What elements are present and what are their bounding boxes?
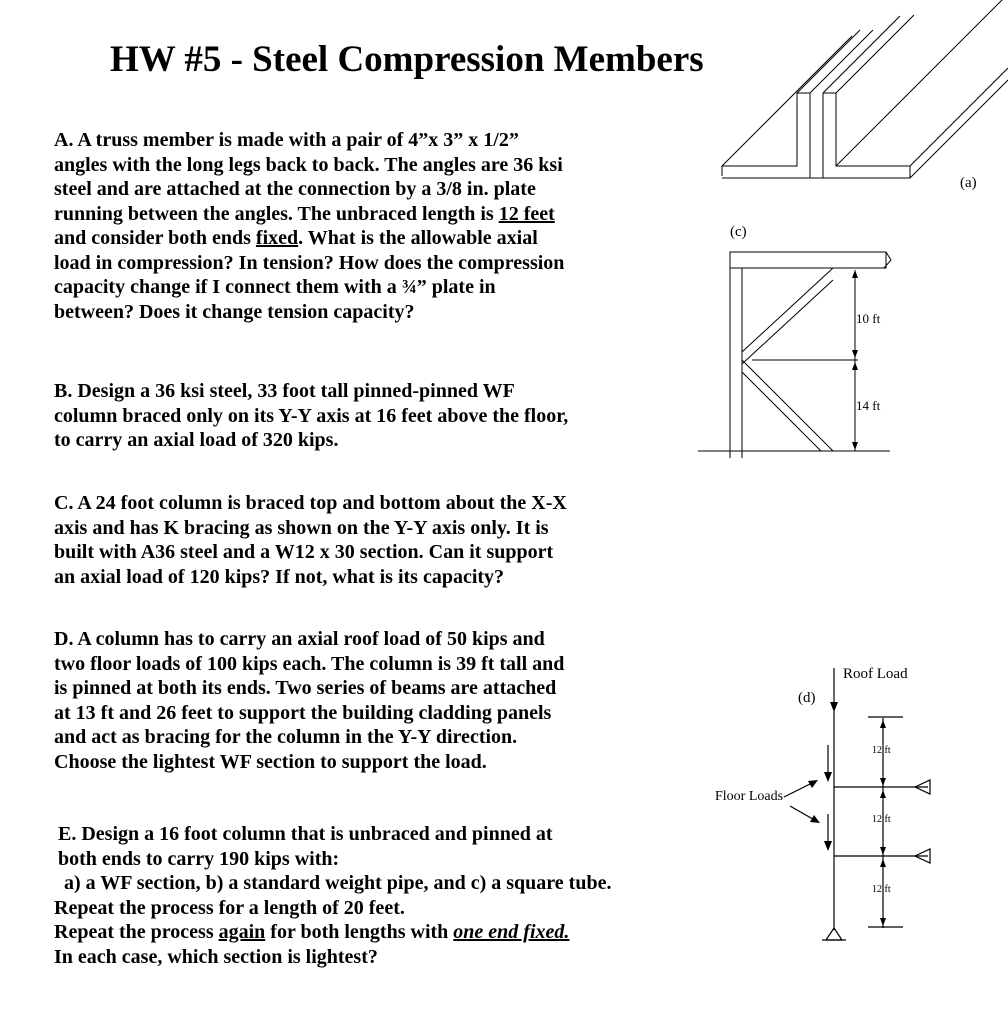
problem-a-line: capacity change if I connect them with a ¾” plate in <box>54 276 496 298</box>
problem-c-line: C. A 24 foot column is braced top and bottom about the X-X <box>54 492 567 514</box>
figure-d-roof-load-label: Roof Load <box>843 666 908 682</box>
problem-c-line: built with A36 steel and a W12 x 30 section. Can it support <box>54 541 554 563</box>
again-emphasis: again <box>218 921 266 943</box>
figure-c-k-brace <box>698 252 891 458</box>
beam-break-mark <box>884 252 891 268</box>
unbraced-length-value: 12 feet <box>498 202 555 225</box>
problem-d-line: Choose the lightest WF section to support the load. <box>54 750 487 773</box>
figure-c-dim-top: 10 ft <box>856 311 881 326</box>
figure-d-column <box>784 668 930 940</box>
problem-c-line: axis and has K bracing as shown on the Y-Y axis only. It is <box>54 516 549 539</box>
problem-e-line: Repeat the process for a length of 20 feet. <box>54 896 405 919</box>
problem-e-line: a) a WF section, b) a standard weight pipe, and c) a square tube. <box>64 872 612 894</box>
problem-b-line: B. Design a 36 ksi steel, 33 foot tall pinned-pinned WF <box>54 380 515 402</box>
figure-d-dim-1: 12 ft <box>872 745 891 756</box>
problem-a-line: running between the angles. The unbraced length is 12 feet <box>54 202 555 225</box>
problem-e-line: both ends to carry 190 kips with: <box>58 847 340 870</box>
figure-c-label: (c) <box>730 224 747 240</box>
problem-b-line: column braced only on its Y-Y axis at 16 feet above the floor, <box>54 404 569 427</box>
problem-c-line: an axial load of 120 kips? If not, what is its capacity? <box>54 565 505 588</box>
problem-a-line: angles with the long legs back to back. The angles are 36 ksi <box>54 153 563 176</box>
figure-d-dim-2: 12 ft <box>872 814 891 825</box>
problem-e-line: Repeat the process again for both lengths with one end fixed. <box>54 921 570 943</box>
problem-a-line: A. A truss member is made with a pair of 4”x 3” x 1/2” <box>54 129 519 151</box>
figure-d-label: (d) <box>798 690 816 706</box>
problem-d-line: at 13 ft and 26 feet to support the building cladding panels <box>54 701 552 724</box>
figure-d-dim-3: 12 ft <box>872 884 891 895</box>
problem-e-line: In each case, which section is lightest? <box>54 945 378 968</box>
problem-a-line: load in compression? In tension? How does the compression <box>54 251 565 274</box>
page-title: HW #5 - Steel Compression Members <box>110 39 704 80</box>
problem-b-line: to carry an axial load of 320 kips. <box>54 429 339 451</box>
left-angle-section <box>722 93 810 178</box>
problem-d-line: D. A column has to carry an axial roof load of 50 kips and <box>54 628 545 650</box>
problem-a-line: and consider both ends fixed. What is the allowable axial <box>54 227 538 249</box>
figure-c-dim-bottom: 14 ft <box>856 398 881 413</box>
problem-a-line: between? Does it change tension capacity? <box>54 300 415 323</box>
problem-e-line: E. Design a 16 foot column that is unbraced and pinned at <box>58 823 553 845</box>
one-end-fixed-emphasis: one end fixed. <box>453 921 570 943</box>
figure-a-label: (a) <box>960 175 977 191</box>
problem-d-line: and act as bracing for the column in the Y-Y direction. <box>54 726 518 748</box>
problem-d-line: two floor loads of 100 kips each. The column is 39 ft tall and <box>54 652 565 675</box>
figure-d-floor-loads-label: Floor Loads <box>715 789 784 804</box>
figure-a-double-angle <box>722 0 1008 178</box>
top-beam <box>730 252 886 268</box>
problem-d-line: is pinned at both its ends. Two series of beams are attached <box>54 677 557 699</box>
problem-a-line: steel and are attached at the connection by a 3/8 in. plate <box>54 178 536 200</box>
end-condition-value: fixed <box>255 227 299 249</box>
